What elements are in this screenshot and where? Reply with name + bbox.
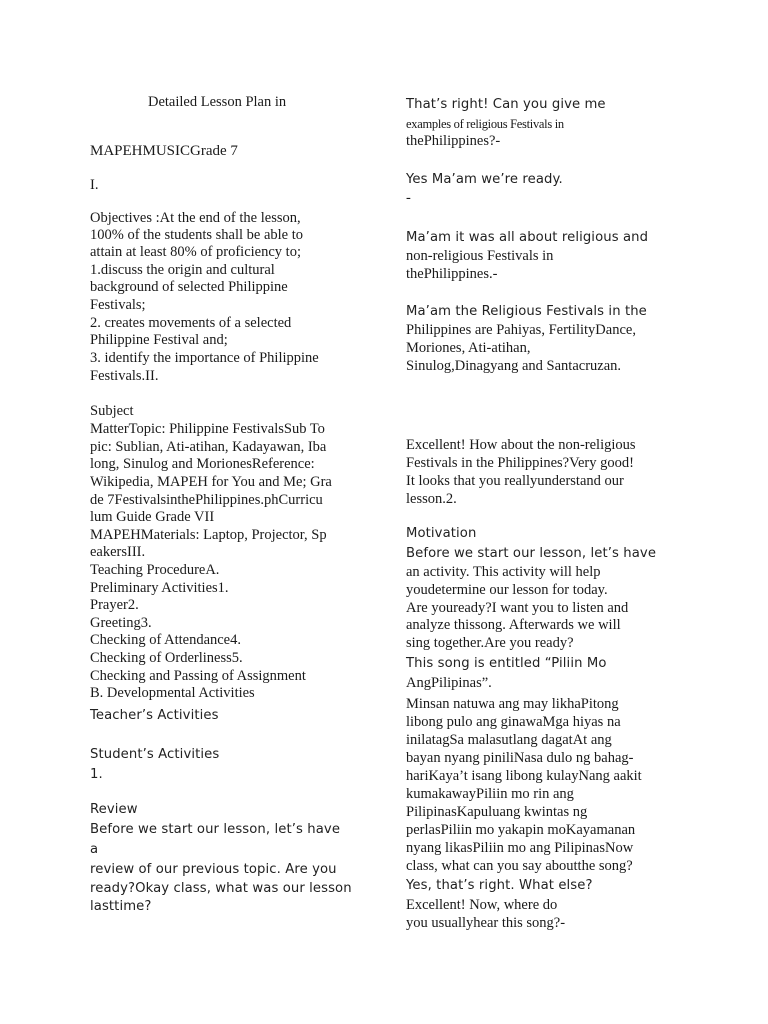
subject-line: Preliminary Activities1.: [90, 580, 229, 596]
review-line: lasttime?: [90, 899, 152, 914]
objectives-line: 3. identify the importance of Philippine: [90, 350, 319, 366]
objectives-line: Objectives :At the end of the lesson,: [90, 210, 301, 226]
review-line: review of our previous topic. Are you: [90, 862, 337, 877]
review-line: ready?Okay class, what was our lesson: [90, 881, 352, 896]
lyrics-line: nyang likasPiliin mo ang PilipinasNow: [406, 840, 634, 856]
subject-line: Checking of Orderliness5.: [90, 650, 243, 666]
objectives-line: attain at least 80% of proficiency to;: [90, 244, 301, 260]
subject-line: long, Sinulog and MorionesReference:: [90, 456, 315, 472]
lyrics-line: PilipinasKapuluang kwintas ng: [406, 804, 588, 820]
student-response-line: non-religious Festivals in: [406, 248, 554, 264]
lyrics-line: inilatagSa malasutlang dagatAt ang: [406, 732, 612, 748]
student-response-line: Moriones, Ati-atihan,: [406, 340, 531, 356]
subject-line: MAPEHMaterials: Laptop, Projector, Sp: [90, 527, 327, 543]
lyrics-line: Minsan natuwa ang may likhaPitong: [406, 696, 619, 712]
lyrics-line: libong pulo ang ginawaMga hiyas na: [406, 714, 621, 730]
subject-line: Checking of Attendance4.: [90, 632, 241, 648]
closing-line: Excellent! Now, where do: [406, 897, 558, 913]
student-activities-heading: Student’s Activities: [90, 747, 220, 762]
closing-line: Yes, that’s right. What else?: [406, 878, 593, 893]
subject-line: Greeting3.: [90, 615, 152, 631]
motivation-line: analyze thissong. Afterwards we will: [406, 617, 621, 633]
lesson-title: Detailed Lesson Plan in: [148, 94, 287, 110]
objectives-line: background of selected Philippine: [90, 279, 288, 295]
objectives-line: Philippine Festival and;: [90, 332, 228, 348]
subject-line: Checking and Passing of Assignment: [90, 668, 306, 684]
objectives-line: 1.discuss the origin and cultural: [90, 262, 275, 278]
motivation-heading: Motivation: [406, 526, 477, 541]
teacher-prompt-line: Excellent! How about the non-religious: [406, 437, 636, 453]
teacher-prompt-line: lesson.2.: [406, 491, 457, 507]
subject-line: Wikipedia, MAPEH for You and Me; Gra: [90, 474, 332, 490]
student-response-line: Ma’am it was all about religious and: [406, 230, 649, 245]
student-response-line: thePhilippines.-: [406, 266, 498, 282]
objectives-line: 100% of the students shall be able to: [90, 227, 304, 243]
subject-line: pic: Sublian, Ati-atihan, Kadayawan, Iba: [90, 439, 327, 455]
objectives-line: Festivals.II.: [90, 368, 159, 384]
lyrics-line: class, what can you say aboutthe song?: [406, 858, 633, 874]
subject-line: MatterTopic: Philippine FestivalsSub To: [90, 421, 325, 437]
subject-line: eakersIII.: [90, 544, 146, 560]
lyrics-line: hariKaya’t isang libong kulayNang aakit: [406, 768, 642, 784]
student-response-line: Sinulog,Dinagyang and Santacruzan.: [406, 358, 622, 374]
student-response-line: Yes Ma’am we’re ready.: [406, 172, 563, 187]
teacher-prompt-line: That’s right! Can you give me: [406, 97, 606, 112]
subject-line: MAPEHMUSICGrade 7: [90, 143, 238, 159]
closing-line: you usuallyhear this song?-: [406, 915, 566, 931]
subject-line: Teaching ProcedureA.: [90, 562, 220, 578]
lyrics-line: bayan nyang piniliNasa dulo ng bahag-: [406, 750, 634, 766]
subject-line: Subject: [90, 403, 134, 419]
song-intro-line: AngPilipinas”.: [406, 675, 492, 691]
subject-line: lum Guide Grade VII: [90, 509, 215, 525]
song-intro-line: This song is entitled “Piliin Mo: [406, 656, 607, 671]
section-number: I.: [90, 177, 99, 193]
teacher-prompt-line: It looks that you reallyunderstand our: [406, 473, 624, 489]
objectives-line: Festivals;: [90, 297, 146, 313]
subject-line: Prayer2.: [90, 597, 139, 613]
review-line: Before we start our lesson, let’s have: [90, 822, 341, 837]
teacher-prompt-line: thePhilippines?-: [406, 133, 501, 149]
lyrics-line: kumakawayPiliin mo rin ang: [406, 786, 574, 802]
item-number: 1.: [90, 767, 103, 782]
motivation-line: sing together.Are you ready?: [406, 635, 574, 651]
motivation-line: an activity. This activity will help: [406, 564, 601, 580]
teacher-prompt-line: examples of religious Festivals in: [406, 117, 564, 131]
subject-line: B. Developmental Activities: [90, 685, 255, 701]
student-response-line: Ma’am the Religious Festivals in the: [406, 304, 647, 319]
student-response-line: -: [406, 190, 411, 206]
motivation-line: youdetermine our lesson for today.: [406, 582, 608, 598]
review-heading: Review: [90, 802, 138, 817]
lyrics-line: perlasPiliin mo yakapin moKayamanan: [406, 822, 636, 838]
motivation-line: Are youready?I want you to listen and: [406, 600, 629, 616]
teacher-prompt-line: Festivals in the Philippines?Very good!: [406, 455, 634, 471]
review-line: a: [90, 842, 99, 857]
motivation-line: Before we start our lesson, let’s have: [406, 546, 657, 561]
objectives-line: 2. creates movements of a selected: [90, 315, 292, 331]
subject-line: de 7FestivalsinthePhilippines.phCurricu: [90, 492, 323, 508]
student-response-line: Philippines are Pahiyas, FertilityDance,: [406, 322, 636, 338]
teacher-activities-heading: Teacher’s Activities: [90, 708, 219, 723]
